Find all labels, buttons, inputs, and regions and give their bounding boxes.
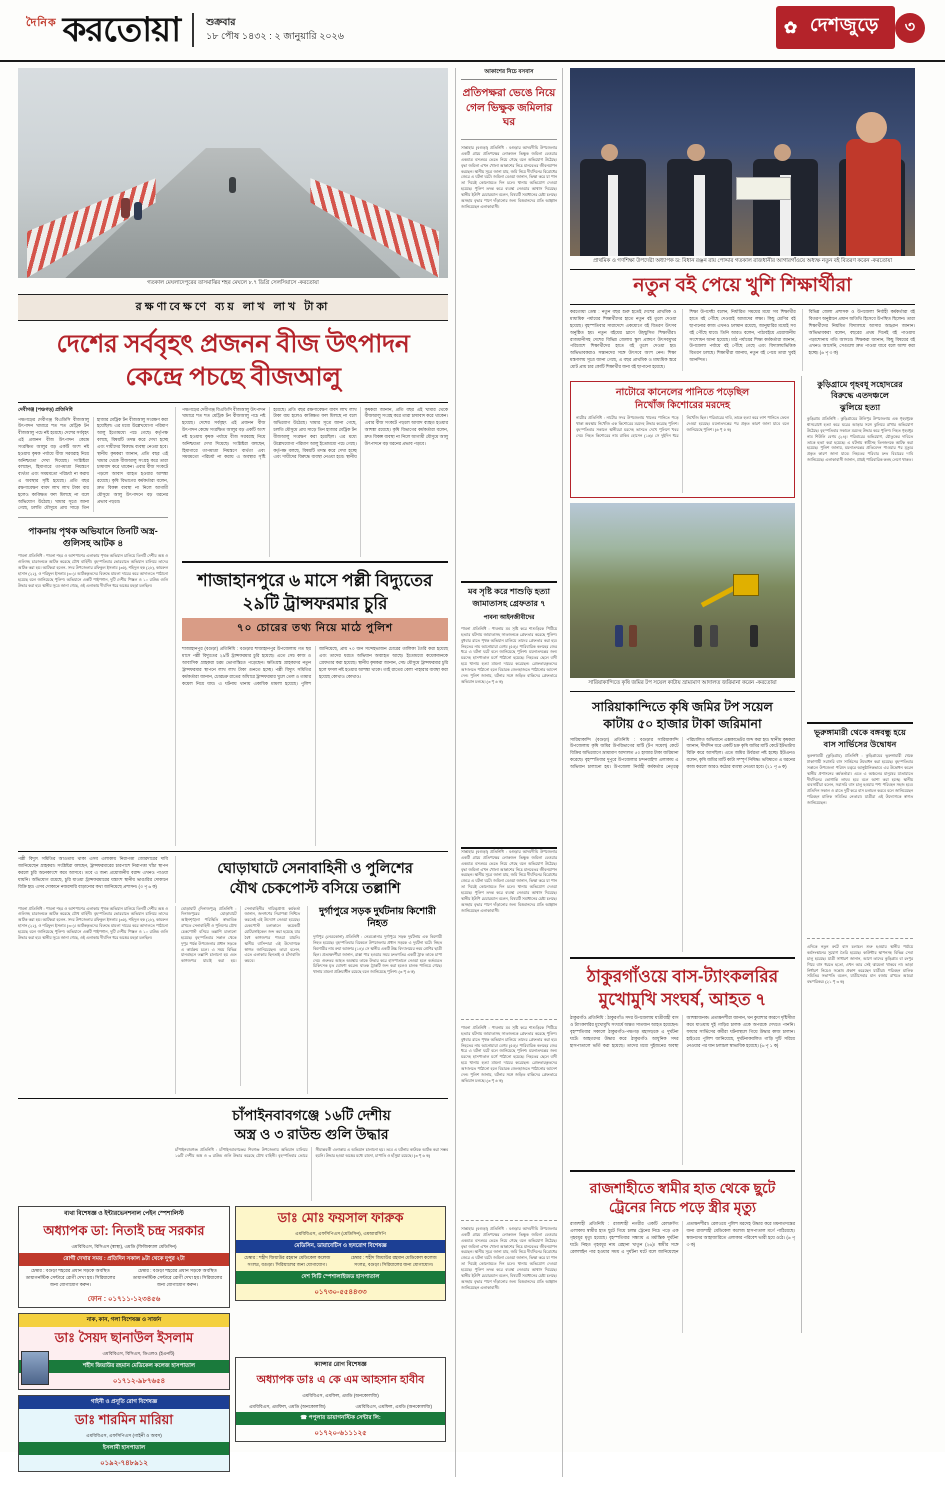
masthead-divider (192, 13, 194, 47)
right-lead-col1: করতোয়া ডেস্ক : নতুন বছর শুরু হতেই দেশের প্রাথমিক ও মাধ্যমিক পর্যায়ের শিক্ষার্থীদের হাতে নতুন বই তুলে দেওয়া হয়েছে। বৃহস্পতিবার সারাদেশে একযোগে বই বিতরণ উৎসব অনুষ্ঠিত হয়। নতুন বইয়ের ঘ্রাণে উচ্ছ্বসিত শিক্ষার্থীরা। রাজধানীসহ দেশের বিভিন্ন জেলায় স্কুল প্রাঙ্গণে উৎসবমুখর পরিবেশে শিক্ষার্থীদের হাতে বই তুলে দেওয়া হয়। অভিভাবকরাও সন্তানদের সঙ্গে উৎসবে অংশ নেন। শিক্ষা মন্ত্রণালয় সূত্রে জানা গেছে, এ বছর প্রাথমিক ও মাধ্যমিক স্তরে মোট প্রায় চার কোটি শিক্ষার্থীর জন্য বই ছাপানো হয়েছে। (570, 309, 677, 369)
ad-doctor-name: ডাঃ মোঃ ফয়সাল ফারুক (277, 1209, 404, 1225)
mid-body-5: সান্তাহার (বগুড়া) প্রতিনিধি : বগুড়ার আদমদীঘি উপজেলার একটি গ্রামে প্রতিপক্ষের লোকজন ভিক্ষুক জমিলা বেওয়ার একমাত্র বসতঘর ভেঙে নিয়ে গেছে বলে অভিযোগ উঠেছে। বৃদ্ধা জমিলা এখন খোলা আকাশের নিচে মানবেতর জীবনযাপন করছেন। স্থানীয় সূত্রে জানা যায়, জমি নিয়ে দীর্ঘদিনের বিরোধের জেরে এ ঘটনা ঘটে। জমিলা বেওয়া জানান, ভিক্ষা করে যা পান তা দিয়েই কোনোমতে দিন চলে। থানায় অভিযোগ দেওয়া হয়েছে। পুলিশ তদন্ত করে ব্যবস্থা নেওয়ার আশ্বাস দিয়েছে। স্থানীয় ইউপি চেয়ারম্যান বলেন, বিষয়টি সমাধানের চেষ্টা চলছে। অসহায় বৃদ্ধার পাশে দাঁড়ানোর জন্য বিত্তবানদের প্রতি আহ্বান জানিয়েছেন এলাকাবাসী। (461, 1226, 557, 1290)
lead-kicker: রক্ষণাবেক্ষণে ব্যয় লাখ লাখ টাকা (18, 294, 448, 321)
mid-body-4: পাবনা প্রতিনিধি : পাবনায় মব সৃষ্টি করে শাশুড়িকে পিটিয়ে হত্যার ঘটনায় জামাতাসহ সাতজনকে গ্রেফতার করেছে পুলিশ। বুধবার রাতে পৃথক অভিযান চালিয়ে তাদের গ্রেফতার করা হয়। নিহতের নাম আনোয়ারা বেগম (৫৫)। পারিবারিক কলহের জের ধরে এ ঘটনা ঘটে বলে জানিয়েছে পুলিশ। ময়নাতদন্তের জন্য মরদেহ হাসপাতাল মর্গে পাঠানো হয়েছে। নিহতের ছেলে বাদী হয়ে থানায় হত্যা মামলা দায়ের করেছেন। গ্রেফতারকৃতদের আদালতে পাঠানো হলে বিচারক জেলহাজতে পাঠানোর আদেশ দেন। পুলিশ জানায়, ঘটনার সঙ্গে জড়িত বাকিদের গ্রেফতারে অভিযান চলছে। (৩ পৃ ৬ ক) (461, 1025, 557, 1083)
section-page-number: ৩ (895, 13, 925, 43)
fog-bridge-photo (18, 68, 448, 278)
left-mid-headline: শাজাহানপুরে ৬ মাসে পল্লী বিদ্যুতের ২৯টি ট্রান্সফরমার চুরি (197, 570, 433, 613)
lead-headline: দেশের সর্ববৃহৎ প্রজনন বীজ উৎপাদন কেন্দ্রে পচছে বীজআলু (56, 329, 410, 391)
ad-top-strip: গাইনী ও প্রসূতি রোগ বিশেষজ্ঞ (19, 1396, 229, 1409)
left-mid-subhead: ৭০ চোরের তথ্য নিয়ে মাঠে পুলিশ (182, 618, 448, 641)
lead-byline: দেবীগঞ্জ (পঞ্চগড়) প্রতিনিধি (18, 406, 73, 413)
ad-medicine-specialist[interactable] (235, 1206, 446, 1301)
ad-degrees: এমবিবিএস, এফসিপিএস (মেডিসিন), এমআরসিপি (295, 1231, 386, 1237)
right-topsoil-body: সারিয়াকান্দি (বগুড়া) প্রতিনিধি : বগুড়ার সারিয়াকান্দি উপজেলায় কৃষি জমির উপরিভাগের মাটি (টপ সয়েল) কেটে বিক্রির অভিযোগে ভ্রাম্যমাণ আদালত ৫০ হাজার টাকা জরিমানা করেছে। বৃহস্পতিবার দুপুরে উপজেলার চন্দনবাইশা এলাকায় এ অভিযান চালানো হয়। উপজেলা নির্বাহী কর্মকর্তার নেতৃত্বে পরিচালিত অভিযানে এক্সকাভেটর জব্দ করা হয়। স্থানীয় কৃষকরা জানান, দীর্ঘদিন ধরে একটি চক্র কৃষি জমির মাটি কেটে ইটভাটায় বিক্রি করে আসছিল। এতে জমির উর্বরতা নষ্ট হচ্ছে। ইউএনও বলেন, কৃষি জমির মাটি কাটা সম্পূর্ণ নিষিদ্ধ। ভবিষ্যতে এ ধরনের কাজ করলে আরও কঠোর ব্যবস্থা নেওয়া হবে। (২১ পৃ ৬ ক) (570, 736, 795, 769)
mid-headline: প্রতিপক্ষরা ভেঙে নিয়ে গেল ভিক্ষুক জমিলার ঘর (462, 87, 556, 129)
ad-body-text: চেম্বার : বগুড়া শহরের প্রধান সড়কে অবস্থিত ডায়াগনস্টিক সেন্টারে রোগী দেখা হয়। সিরিয়ালের জন্য যোগাযোগ করুন। (25, 1268, 116, 1287)
ad-doctor-name: ডাঃ শারমিন মারিয়া (74, 1411, 174, 1427)
ad-doctor-name: অধ্যাপক ডাঃ এ কে এম আহসান হাবীব (256, 1373, 425, 1386)
left-column (18, 68, 448, 1477)
ad-degrees: এমবিবিএস, বিসিএস, ডিএলও (ইএনটি) (102, 1351, 175, 1357)
middle-column (455, 68, 563, 1477)
left-sub1-body: পাবনা প্রতিনিধি : পাবনা শহর ও আশপাশের এলাকায় পৃথক অভিযান চালিয়ে তিনটি দেশীয় অস্ত্র ও গুলিসহ চারজনকে আটক করেছে যৌথ বাহিনী। বৃহস্পতিবার ভোররাতে অভিযান চালিয়ে তাদের আটক করা হয়। আটকরা হলেন- সদর উপজেলার রফিকুল ইসলাম (৩৫), শহিদুল হক (২৮), কামরুল হাসান (২২), ও শরিফুল ইসলাম (৩০)। আটককৃতদের বিরুদ্ধে মামলা দায়ের করে আদালতে পাঠানো হয়েছে বলে জানিয়েছে পুলিশ। অভিযানে একটি পাইপগান, দুটি দেশীয় পিস্তল ও ১০ রাউন্ড গুলি উদ্ধার করা হয়। স্থানীয় সূত্রে জানা গেছে, ওই এলাকায় দীর্ঘদিন ধরে অস্ত্রের মহড়া চলছিল। (18, 553, 168, 588)
ad-doctor-photo (21, 1351, 49, 1385)
ad-hospital-strip: ইসলামী হাসপাতাল (19, 1442, 229, 1455)
right-box-drowning (570, 381, 795, 499)
leaf-icon: ✿ (783, 19, 798, 37)
left-sub4-headline: চাঁপাইনবাবগঞ্জে ১৬টি দেশীয় অস্ত্র ও ৩ রাউন্ড গুলি উদ্ধার (232, 1107, 391, 1143)
ad-phone[interactable]: ০১৯২-৭৪৮৯১২ (100, 1460, 148, 1468)
book-distribution-photo (570, 68, 915, 256)
left-sub1-body-cont: পাবনা প্রতিনিধি : পাবনা শহর ও আশপাশের এলাকায় পৃথক অভিযান চালিয়ে তিনটি দেশীয় অস্ত্র ও গুলিসহ চারজনকে আটক করেছে যৌথ বাহিনী। বৃহস্পতিবার ভোররাতে অভিযান চালিয়ে তাদের আটক করা হয়। আটকরা হলেন- সদর উপজেলার রফিকুল ইসলাম (৩৫), শহিদুল হক (২৮), কামরুল হাসান (২২), ও শরিফুল ইসলাম (৩০)। আটককৃতদের বিরুদ্ধে মামলা দায়ের করে আদালতে পাঠানো হয়েছে বলে জানিয়েছে পুলিশ। অভিযানে একটি পাইপগান, দুটি দেশীয় পিস্তল ও ১০ রাউন্ড গুলি উদ্ধার করা হয়। স্থানীয় সূত্রে জানা গেছে, ওই এলাকায় দীর্ঘদিন ধরে অস্ত্রের মহড়া চলছিল। (18, 905, 168, 940)
masthead-date (206, 16, 344, 45)
photo-credit: -করতোয়া (871, 258, 893, 264)
ad-hospital-strip: শহীদ জিয়াউর রহমান মেডিকেল কলেজ হাসপাতাল (19, 1360, 229, 1373)
ad-top-line: ক্যান্সার রোগ বিশেষজ্ঞ (314, 1361, 367, 1368)
photo-credit: -করতোয়া (297, 280, 319, 286)
logo-kicker: দৈনিক (26, 17, 57, 29)
ad-phone[interactable]: ০১৭৩০-৫৫৪৪৩৩ (314, 1288, 367, 1296)
photo-caption: গতকাল মেঘলাদেপুরের তাসমাঝির শহর মেঘলে ৮.৭ ডিগ্রি সেলসিয়াসে -করতোয়া (147, 280, 319, 286)
left-sub3-headline: দুর্গাপুরে সড়ক দুর্ঘটনায় কিশোরী নিহত (319, 905, 436, 930)
right-box-headline: নাটোরে কানেলের পানিতে পড়েছিল নিখোঁজ কিশোরের মরদেহ (615, 386, 750, 411)
ad-body-text-2: এমবিবিএস, এমফিল, এমডি (অনকোলজি) (355, 1403, 433, 1409)
newspaper-logo[interactable] (26, 13, 180, 47)
mid-body-3: সান্তাহার (বগুড়া) প্রতিনিধি : বগুড়ার আদমদীঘি উপজেলার একটি গ্রামে প্রতিপক্ষের লোকজন ভিক্ষুক জমিলা বেওয়ার একমাত্র বসতঘর ভেঙে নিয়ে গেছে বলে অভিযোগ উঠেছে। বৃদ্ধা জমিলা এখন খোলা আকাশের নিচে মানবেতর জীবনযাপন করছেন। স্থানীয় সূত্রে জানা যায়, জমি নিয়ে দীর্ঘদিনের বিরোধের জেরে এ ঘটনা ঘটে। জমিলা বেওয়া জানান, ভিক্ষা করে যা পান তা দিয়েই কোনোমতে দিন চলে। থানায় অভিযোগ দেওয়া হয়েছে। পুলিশ তদন্ত করে ব্যবস্থা নেওয়ার আশ্বাস দিয়েছে। স্থানীয় ইউপি চেয়ারম্যান বলেন, বিষয়টি সমাধানের চেষ্টা চলছে। অসহায় বৃদ্ধার পাশে দাঁড়ানোর জন্য বিত্তবানদের প্রতি আহ্বান জানিয়েছেন এলাকাবাসী। (461, 849, 557, 913)
left-sub2-body: ঘোড়াঘাট (দিনাজপুর) প্রতিনিধি : দিনাজপুরের ঘোড়াঘাটে আইনশৃঙ্খলা পরিস্থিতি স্বাভাবিক রাখতে সেনাবাহিনী ও পুলিশের যৌথ চেকপোস্ট বসিয়ে তল্লাশি চালানো হয়েছে। বৃহস্পতিবার সকাল থেকে দুপুর পর্যন্ত উপজেলার প্রধান সড়কে এ কার্যক্রম চলে। এ সময় বিভিন্ন যানবাহনে তল্লাশি চালানো হয় এবং কাগজপত্র যাচাই করা হয়। সেনাবাহিনীর দায়িত্বপ্রাপ্ত কর্মকর্তা জানান, জনগণের নিরাপত্তা নিশ্চিত করতেই এই উদ্যোগ নেওয়া হয়েছে। চেকপোস্ট চলাকালে কয়েকটি মোটরসাইকেল জব্দ করা হয়েছে যার বৈধ কাগজপত্র পাওয়া যায়নি। স্থানীয় বাসিন্দারা এই উদ্যোগকে স্বাগত জানিয়েছেন। তারা বলেন, এতে এলাকায় ছিনতাই ও চাঁদাবাজি কমবে। (181, 905, 300, 964)
right-lead-col2: শিক্ষা উপদেষ্টা বলেন, নির্ধারিত সময়ের মধ্যে সব শিক্ষার্থীর হাতে বই পৌঁছে দেওয়াই আমাদের লক্ষ্য। কিছু শ্রেণির বই ছাপানোর কাজ এখনও চলমান রয়েছে, জানুয়ারির মধ্যেই সব বই পৌঁছে যাবে। তিনি আরও বলেন, পাঠ্যবইয়ে প্রয়োজনীয় সংশোধন আনা হয়েছে। মাঠ পর্যায়ের শিক্ষা কর্মকর্তারা জানান, উপজেলা পর্যায়ে বই পৌঁছে গেছে এবং বিদ্যালয়ভিত্তিক বিতরণ চলছে। শিক্ষার্থীরা জানায়, নতুন বই পেয়ে তারা খুবই আনন্দিত। (682, 309, 795, 370)
right-train-death-body: রাজশাহী প্রতিনিধি : রাজশাহী নগরীর একটি রেলক্রসিং এলাকায় স্বামীর হাত ছুটে গিয়ে চলন্ত ট্রেনের নিচে পড়ে এক গৃহবধূর মৃত্যু হয়েছে। বৃহস্পতিবার সন্ধ্যায় এ মর্মান্তিক দুর্ঘটনা ঘটে। নিহত গৃহবধূর নাম রেহানা খাতুন (২৬)। স্বামীর সঙ্গে রেললাইন পার হওয়ার সময় এ দুর্ঘটনা ঘটে বলে জানিয়েছেন প্রত্যক্ষদর্শীরা। রেলওয়ে পুলিশ মরদেহ উদ্ধার করে ময়নাতদন্তের জন্য রাজশাহী মেডিকেল কলেজ হাসপাতাল মর্গে পাঠিয়েছে। স্বজনদের আহাজারিতে এলাকার পরিবেশ ভারী হয়ে ওঠে। (৬ পৃ ৩ ক) (570, 1221, 795, 1254)
ad-doctor-name: ডাঃ সৈয়দ ছানাউল ইসলাম (54, 1329, 194, 1345)
ad-pain-specialist[interactable] (18, 1206, 230, 1308)
ad-top-strip: নাক, কান, গলা বিশেষজ্ঞ ও সার্জন (19, 1314, 229, 1327)
right-bus-crash-headline: ঠাকুরগাঁওয়ে বাস-ট্যাংকলরির মুখোমুখি সংঘর্ষ, আহত ৭ (586, 966, 779, 1009)
topsoil-excavator-photo (570, 503, 795, 678)
ad-body-text-2: চেম্বার : শহীদ জিয়াউর রহমান মেডিকেল কলেজ সংলগ্ন, বগুড়া। সিরিয়ালের জন্য যোগাযোগ। (350, 1255, 437, 1267)
right-lead-headline: নতুন বই পেয়ে খুশি শিক্ষার্থীরা (633, 274, 852, 296)
right-topsoil-headline: সারিয়াকান্দিতে কৃষি জমির টপ সয়েল কাটায় ৫০ হাজার টাকা জরিমানা (592, 699, 773, 731)
lead-body-b: পঞ্চগড়ের দেবীগঞ্জ বিএডিসি বীজআলু উৎপাদন খামারে শত শত মেট্রিক টন বীজআলু পচে নষ্ট হয়েছে। দেশের সর্ববৃহৎ এই প্রজনন বীজ উৎপাদন কেন্দ্রে সংরক্ষিত আলুর বড় একটি অংশ নষ্ট হওয়ায় কৃষক পর্যায়ে বীজ সরবরাহ নিয়ে অনিশ্চয়তা দেখা দিয়েছে। সংশ্লিষ্টরা বলছেন, হিমাগারে তাপমাত্রা নিয়ন্ত্রণে ব্যর্থতা এবং সময়মতো পরিচর্যা না করায় এ অবস্থার সৃষ্টি হয়েছে। প্রতি বছর রক্ষণাবেক্ষণ বাবদ লাখ লাখ টাকা ব্যয় হলেও কাঙ্ক্ষিত ফল মিলছে না বলে অভিযোগ উঠেছে। খামার সূত্রে জানা গেছে, চলতি মৌসুমে প্রায় সাড়ে তিন হাজার মেট্রিক টন বীজআলু সংরক্ষণ করা হয়েছিল। এর মধ্যে উল্লেখযোগ্য পরিমাণ আলু ইতোমধ্যে পচে গেছে। কর্তৃপক্ষ বলছে, বিষয়টি তদন্ত করে দেখা হচ্ছে এবং দায়ীদের বিরুদ্ধে ব্যবস্থা নেওয়া হবে। স্থানীয় কৃষকরা জানান, প্রতি বছর এই খামার থেকে বীজআলু সংগ্রহ করে তারা চাষাবাদ করে থাকেন। এবার বীজ সংকটে পড়লে আবাদ ব্যাহত হওয়ার আশঙ্কা রয়েছে। কৃষি বিভাগের কর্মকর্তারা বলেন, দ্রুত বিকল্প ব্যবস্থা না নিলে আগামী মৌসুমে আলু উৎপাদনে বড় ধরনের প্রভাব পড়বে। (182, 406, 448, 460)
ad-top-line: ব্যথা বিশেষজ্ঞ ও ইন্টারভেনশনাল পেইন স্পেশালিস্ট (64, 1210, 184, 1217)
left-sub1-headline: পাকনায় পৃথক অভিযানে তিনটি অস্ত্র-গুলিসহ আটক ৪ (28, 526, 158, 549)
right-box-body: নাটোর প্রতিনিধি : নাটোর সদর উপজেলায় খালের পানিতে পড়ে থাকা অবস্থায় নিখোঁজ এক কিশোরের মরদেহ উদ্ধার করেছে পুলিশ। বৃহস্পতিবার সকালে স্থানীয়রা মরদেহ ভাসতে দেখে পুলিশে খবর দেয়। নিহত কিশোরের নাম রাকিব হোসেন (১৬)। সে দুইদিন ধরে নিখোঁজ ছিল। পরিবারের দাবি, তাকে হত্যা করে লাশ পানিতে ফেলে দেওয়া হয়েছে। ময়নাতদন্তের পর প্রকৃত কারণ জানা যাবে বলে জানিয়েছে পুলিশ। (৬ পৃ ৫ ক) (576, 415, 789, 438)
left-mid-body-cont: পল্লী বিদ্যুৎ সমিতির আওতায় থাকা এসব এলাকায় নিরাপত্তা জোরদারের দাবি জানিয়েছেন গ্রাহকরা। সংশ্লিষ্টরা বলছেন, ট্রান্সফরমারের চারপাশে নিরাপত্তা খাঁচা স্থাপন করলে চুরি অনেকাংশে কমে আসবে। তবে এ জন্য প্রয়োজনীয় বরাদ্দ এখনও পাওয়া যায়নি। অভিযোগ রয়েছে, চুরি যাওয়া ট্রান্সফরমারের যন্ত্রাংশ স্থানীয় ভাঙারির দোকানে বিক্রি হয়। এসব দোকানে নজরদারি বাড়ানোর কথা জানিয়েছে প্রশাসন। (৩ পৃ ৬ ক) (18, 856, 168, 889)
right-bus-crash-body: ঠাকুরগাঁও প্রতিনিধি : ঠাকুরগাঁও সদর উপজেলায় যাত্রীবাহী বাস ও ট্যাংকলরির মুখোমুখি সংঘর্ষে অন্তত সাতজন আহত হয়েছেন। বৃহস্পতিবার সকালে ঠাকুরগাঁও-পঞ্চগড় মহাসড়কে এ দুর্ঘটনা ঘটে। আহতদের উদ্ধার করে ঠাকুরগাঁও আধুনিক সদর হাসপাতালে ভর্তি করা হয়েছে। তাদের মধ্যে দুইজনের অবস্থা আশঙ্কাজনক। প্রত্যক্ষদর্শীরা জানান, ঘন কুয়াশার কারণে দৃষ্টিসীমা কমে যাওয়ায় দুই গাড়ির চালক একে অপরকে দেখতে পাননি। ফায়ার সার্ভিসের কর্মীরা ঘটনাস্থলে গিয়ে উদ্ধার কাজ চালান। হাইওয়ে পুলিশ জানিয়েছে, দুর্ঘটনাকবলিত গাড়ি দুটি সরিয়ে নেওয়ার পর যান চলাচল স্বাভাবিক হয়েছে। (৬ পৃ ১ ক) (570, 1015, 795, 1048)
right-lead-col3: বিভিন্ন জেলা প্রশাসক ও উপজেলা নির্বাহী কর্মকর্তারা বই বিতরণ অনুষ্ঠানে প্রধান অতিথি হিসেবে উপস্থিত ছিলেন। তারা শিক্ষার্থীদের নিয়মিত বিদ্যালয়ে আসার আহ্বান জানান। অভিভাবকরা বলেন, বছরের প্রথম দিনেই বই পাওয়ায় পড়াশোনায় গতি আসবে। শিক্ষকরা জানান, কিছু বিষয়ের বই এখনও আসেনি, সেগুলো দ্রুত পাওয়া যাবে বলে আশা করা হচ্ছে। (৬ পৃ ৩ ক) (802, 309, 915, 370)
ad-body-text-2: চেম্বার : বগুড়া শহরের প্রধান সড়কে অবস্থিত ডায়াগনস্টিক সেন্টারে রোগী দেখা হয়। সিরিয়ালের জন্য যোগাযোগ করুন। (132, 1268, 223, 1287)
ad-hospital-strip: দেশ সিটি স্পেশালাইজড হাসপাতাল (236, 1271, 445, 1284)
left-sub2-headline: ঘোড়াঘাটে সেনাবাহিনী ও পুলিশের যৌথ চেকপোস্ট বসিয়ে তল্লাশি (217, 861, 413, 897)
right-side2-headline: ভূরুঙ্গামারী থেকে বঙ্গবন্ধু হয়ে বাস সার্ভিসের উদ্বোধন (814, 728, 906, 749)
mid-headline-2: মব সৃষ্টি করে শাশুড়ি হত্যা জামাতাসহ গ্রেফতার ৭ (467, 587, 551, 608)
ad-timing-strip: রোগী দেখার সময় : প্রতিদিন সকাল ৯টা থেকে দুপুর ২টা (19, 1253, 229, 1266)
mid-body-2: পাবনা প্রতিনিধি : পাবনায় মব সৃষ্টি করে শাশুড়িকে পিটিয়ে হত্যার ঘটনায় জামাতাসহ সাতজনকে গ্রেফতার করেছে পুলিশ। বুধবার রাতে পৃথক অভিযান চালিয়ে তাদের গ্রেফতার করা হয়। নিহতের নাম আনোয়ারা বেগম (৫৫)। পারিবারিক কলহের জের ধরে এ ঘটনা ঘটে বলে জানিয়েছে পুলিশ। ময়নাতদন্তের জন্য মরদেহ হাসপাতাল মর্গে পাঠানো হয়েছে। নিহতের ছেলে বাদী হয়ে থানায় হত্যা মামলা দায়ের করেছেন। গ্রেফতারকৃতদের আদালতে পাঠানো হলে বিচারক জেলহাজতে পাঠানোর আদেশ দেন। পুলিশ জানায়, ঘটনার সঙ্গে জড়িত বাকিদের গ্রেফতারে অভিযান চলছে। (৩ পৃ ৬ ক) (461, 626, 557, 684)
mid-kicker: আকাশের নিচে বসবাস (461, 68, 557, 80)
masthead-date-line: ১৮ পৌষ ১৪৩২ : ২ জানুয়ারি ২০২৬ (206, 31, 344, 42)
ad-specialty-strip: মেডিসিন, ডায়াবেটিস ও হৃদরোগ বিশেষজ্ঞ (236, 1240, 445, 1253)
ad-phone[interactable]: ০১৭২০-৬১১১২৫ (314, 1430, 367, 1438)
ad-body-text: চেম্বার : শহীদ জিয়াউর রহমান মেডিকেল কলেজ সংলগ্ন, বগুড়া। সিরিয়ালের জন্য যোগাযোগ। (244, 1255, 331, 1267)
left-mid-body: শাজাহানপুর (বগুড়া) প্রতিনিধি : বগুড়ার শাজাহানপুর উপজেলায় গত ছয় মাসে পল্লী বিদ্যুতের ২৯টি ট্রান্সফরমার চুরি হয়েছে। এতে সেচ কাজ ও আবাসিক গ্রাহকরা চরম ভোগান্তিতে পড়েছেন। ক্ষতিগ্রস্ত গ্রাহকদের নতুন ট্রান্সফরমার স্থাপনে লাখ লাখ টাকা গুনতে হচ্ছে। পল্লী বিদ্যুৎ সমিতির কর্মকর্তারা জানান, চোরচক্র রাতের আঁধারে ট্রান্সফরমার খুলে তেল ও তামার কয়েল নিয়ে যায়। এ ঘটনায় থানায় একাধিক মামলা হয়েছে। পুলিশ জানিয়েছে, প্রায় ৭০ জন সন্দেহভাজন চোরের তালিকা তৈরি করা হয়েছে এবং তাদের ধরতে অভিযান অব্যাহত আছে। ইতোমধ্যে কয়েকজনকে গ্রেফতার করা হয়েছে। স্থানীয় কৃষকরা জানান, সেচ মৌসুমে ট্রান্সফরমার চুরি হলে ফসল নষ্ট হওয়ার আশঙ্কা থাকে। তাই রাতের বেলা পাহারার ব্যবস্থা করা হয়েছে কোথাও কোথাও। (182, 646, 448, 686)
lead-body-a: পঞ্চগড়ের দেবীগঞ্জ বিএডিসি বীজআলু উৎপাদন খামারে শত শত মেট্রিক টন বীজআলু পচে নষ্ট হয়েছে। দেশের সর্ববৃহৎ এই প্রজনন বীজ উৎপাদন কেন্দ্রে সংরক্ষিত আলুর বড় একটি অংশ নষ্ট হওয়ায় কৃষক পর্যায়ে বীজ সরবরাহ নিয়ে অনিশ্চয়তা দেখা দিয়েছে। সংশ্লিষ্টরা বলছেন, হিমাগারে তাপমাত্রা নিয়ন্ত্রণে ব্যর্থতা এবং সময়মতো পরিচর্যা না করায় এ অবস্থার সৃষ্টি হয়েছে। প্রতি বছর রক্ষণাবেক্ষণ বাবদ লাখ লাখ টাকা ব্যয় হলেও কাঙ্ক্ষিত ফল মিলছে না বলে অভিযোগ উঠেছে। খামার সূত্রে জানা গেছে, চলতি মৌসুমে প্রায় সাড়ে তিন হাজার মেট্রিক টন বীজআলু সংরক্ষণ করা হয়েছিল। এর মধ্যে উল্লেখযোগ্য পরিমাণ আলু ইতোমধ্যে পচে গেছে। কর্তৃপক্ষ বলছে, বিষয়টি তদন্ত করে দেখা হচ্ছে এবং দায়ীদের বিরুদ্ধে ব্যবস্থা নেওয়া হবে। স্থানীয় কৃষকরা জানান, প্রতি বছর এই খামার থেকে বীজআলু সংগ্রহ করে তারা চাষাবাদ করে থাকেন। এবার বীজ সংকটে পড়লে আবাদ ব্যাহত হওয়ার আশঙ্কা রয়েছে। কৃষি বিভাগের কর্মকর্তারা বলেন, দ্রুত বিকল্প ব্যবস্থা না নিলে আগামী মৌসুমে আলু উৎপাদনে বড় ধরনের প্রভাব পড়বে। (18, 416, 168, 511)
ad-gynae-specialist[interactable] (18, 1395, 230, 1472)
ad-degrees: এমবিবিএস, বিসিএস (স্বাস্থ্য), এমডি (ফিজিক্যাল মেডিসিন) (71, 1244, 177, 1250)
logo-title: করতোয়া (62, 11, 181, 49)
ad-ent-specialist[interactable] (18, 1313, 230, 1390)
mid-body: সান্তাহার (বগুড়া) প্রতিনিধি : বগুড়ার আদমদীঘি উপজেলার একটি গ্রামে প্রতিপক্ষের লোকজন ভিক্ষুক জমিলা বেওয়ার একমাত্র বসতঘর ভেঙে নিয়ে গেছে বলে অভিযোগ উঠেছে। বৃদ্ধা জমিলা এখন খোলা আকাশের নিচে মানবেতর জীবনযাপন করছেন। স্থানীয় সূত্রে জানা যায়, জমি নিয়ে দীর্ঘদিনের বিরোধের জেরে এ ঘটনা ঘটে। জমিলা বেওয়া জানান, ভিক্ষা করে যা পান তা দিয়েই কোনোমতে দিন চলে। থানায় অভিযোগ দেওয়া হয়েছে। পুলিশ তদন্ত করে ব্যবস্থা নেওয়ার আশ্বাস দিয়েছে। স্থানীয় ইউপি চেয়ারম্যান বলেন, বিষয়টি সমাধানের চেষ্টা চলছে। অসহায় বৃদ্ধার পাশে দাঁড়ানোর জন্য বিত্তবানদের প্রতি আহ্বান জানিয়েছেন এলাকাবাসী। (461, 145, 557, 209)
ad-degrees: এমবিবিএস, এফসিপিএস (গাইনী ও অবস) (86, 1433, 162, 1439)
right-train-death-headline: রাজশাহীতে স্বামীর হাত থেকে ছুটে ট্রেনের নিচে পড়ে স্ত্রীর মৃত্যু (589, 1180, 776, 1216)
mid-subhead-2: পাবনা আইনজীবীদের (483, 615, 535, 622)
right-side1-headline: কুড়িগ্রামে গৃহবধূ সহোদরের বিরুদ্ধে এতদঞ্চলে ঝুলিয়ে হত্যা (817, 379, 903, 412)
ad-phone[interactable]: ০১৭১২-৯৮৭৬৫৪ (112, 1377, 166, 1385)
masthead-day: শুক্রবার (206, 16, 236, 28)
right-side1-body: কুড়িগ্রাম প্রতিনিধি : কুড়িগ্রামের উলিপুর উপজেলায় এক গৃহবধূকে শ্বাসরোধে হত্যা করে ঘরের আড়ার সঙ্গে ঝুলিয়ে রাখার অভিযোগ উঠেছে। বৃহস্পতিবার সকালে মরদেহ উদ্ধার করে পুলিশ। নিহত গৃহবধূর নাম শিউলি বেগম (২৪)। পরিবারের অভিযোগ, যৌতুকের দাবিতে তাকে হত্যা করা হয়েছে। এ ঘটনায় স্বামীসহ তিনজনকে আটক করা হয়েছে। পুলিশ জানায়, ময়নাতদন্তের প্রতিবেদন পাওয়ার পর মৃত্যুর প্রকৃত কারণ জানা যাবে। নিহতের পরিবার দ্রুত বিচারের দাবি জানিয়েছে। এলাকাবাসী জানান, প্রায়ই পারিবারিক কলহ লেগে থাকত। (807, 416, 913, 463)
photo-caption: সারিয়াকান্দিতে কৃষি জমির টপ সয়েল কাটায় ভ্রাম্যমাণ আদালত জরিমানা করেন -করতোয়া (588, 680, 777, 687)
photo-caption: প্রাথমিক ও গণশিক্ষা উপদেষ্টা অধ্যাপক ড: বিধান রঞ্জন রায় পোদ্দার গতকাল রাজধানীর আগারগাঁওয়ে অধ্যক্ষ নতুন বই বিতরণ করেন -করতোয়া (592, 258, 893, 264)
ad-phone[interactable]: ফোন : ০১৭১১-১২৩৪৫৬ (87, 1295, 161, 1303)
section-brand (776, 6, 925, 49)
right-side2-body: ভূরুঙ্গামারী (কুড়িগ্রাম) প্রতিনিধি : কুড়িগ্রামের ভূরুঙ্গামারী থেকে ঢাকাগামী সরাসরি বাস সার্ভিসের উদ্বোধন করা হয়েছে। বৃহস্পতিবার সকালে উপজেলা পরিষদ চত্বরে আনুষ্ঠানিকভাবে এর উদ্বোধন করেন স্থানীয় প্রশাসনের কর্মকর্তারা। এতে এ অঞ্চলের মানুষের যাতায়াতে দীর্ঘদিনের ভোগান্তি লাঘব হবে বলে আশা করা হচ্ছে। স্থানীয় ব্যবসায়ীরা বলেন, সরাসরি বাস চালু হওয়ায় পণ্য পরিবহন সহজ হবে। প্রতিদিন সকাল ও রাতে দুটি করে বাস চলাচল করবে বলে জানিয়েছেন পরিবহন মালিক সমিতির নেতারা। যাত্রীরা এই উদ্যোগকে স্বাগত জানিয়েছেন। (807, 753, 913, 805)
right-column (570, 68, 915, 1477)
right-side3-body: এদিকে নতুন রুটে বাস চলাচল শুরু হওয়ায় স্থানীয় পর্যায়ে কর্মসংস্থানের সুযোগ তৈরি হয়েছে। কাউন্টার স্থাপনসহ বিভিন্ন সেবা চালু হয়েছে। যাত্রী সাধারণ জানান, আগে তাদের কুড়িগ্রাম বা রংপুর গিয়ে বাস ধরতে হতো, এখন আর সেই ঝামেলা থাকবে না। ভাড়া নির্ধারণ নিয়েও সন্তোষ প্রকাশ করেছেন যাত্রীরা। পরিবহন মালিক সমিতির সভাপতি বলেন, যাত্রীসেবার মান বজায় রাখতে আমরা বদ্ধপরিকর। (২১ পৃ ৩ ক) (807, 944, 913, 985)
left-sub4-body: চাঁপাইনবাবগঞ্জ প্রতিনিধি : চাঁপাইনবাবগঞ্জের শিবগঞ্জ উপজেলায় অভিযান চালিয়ে ১৬টি দেশীয় অস্ত্র ও ৩ রাউন্ড গুলি উদ্ধার করেছে যৌথ বাহিনী। বৃহস্পতিবার ভোরে সীমান্তবর্তী এলাকায় এ অভিযান চালানো হয়। তবে এ ঘটনায় কাউকে আটক করা সম্ভব হয়নি। উদ্ধার হওয়া অস্ত্রের মধ্যে রামদা, চাপাতি ও হাঁসুয়া রয়েছে। (৩ পৃ ৬ ক) (175, 1146, 448, 1158)
ad-doctor-name: অধ্যাপক ডা: নিতাই চন্দ্র সরকার (43, 1222, 205, 1238)
section-brand-label: ✿ দেশজুড়ে (776, 6, 895, 49)
ad-body-text: এমবিবিএস, এমফিল, এমডি (অনকোলজি) (248, 1403, 326, 1409)
masthead (0, 0, 945, 62)
ad-center-strip: ☎ পপুলার ডায়াগনস্টিক সেন্টার লি: (236, 1412, 445, 1425)
ad-degrees: এমবিবিএস, এমফিল, এমডি (অনকোলজি) (302, 1392, 379, 1398)
left-sub3-body: দুর্গাপুর (নেত্রকোনা) প্রতিনিধি : নেত্রকোনার দুর্গাপুরে সড়ক দুর্ঘটনায় এক কিশোরী নিহত হয়েছে। বৃহস্পতিবার বিকেলে উপজেলার প্রধান সড়কে এ দুর্ঘটনা ঘটে। নিহত কিশোরীর নাম রুমা আক্তার (১৪)। সে স্থানীয় একটি উচ্চ বিদ্যালয়ের নবম শ্রেণির ছাত্রী ছিল। প্রত্যক্ষদর্শীরা জানান, রাস্তা পার হওয়ার সময় দ্রুতগতির একটি ট্রাক তাকে চাপা দেয়। গুরুতর আহত অবস্থায় তাকে উদ্ধার করে হাসপাতালে নেওয়া হলে কর্তব্যরত চিকিৎসক মৃত ঘোষণা করেন। ঘাতক ট্রাকটি জব্দ করা হলেও চালক পালিয়ে গেছে। থানায় মামলা প্রক্রিয়াধীন রয়েছে বলে জানিয়েছে পুলিশ। (৩ পৃ ৬ ক) (313, 934, 442, 975)
ad-cancer-specialist[interactable] (235, 1357, 446, 1443)
